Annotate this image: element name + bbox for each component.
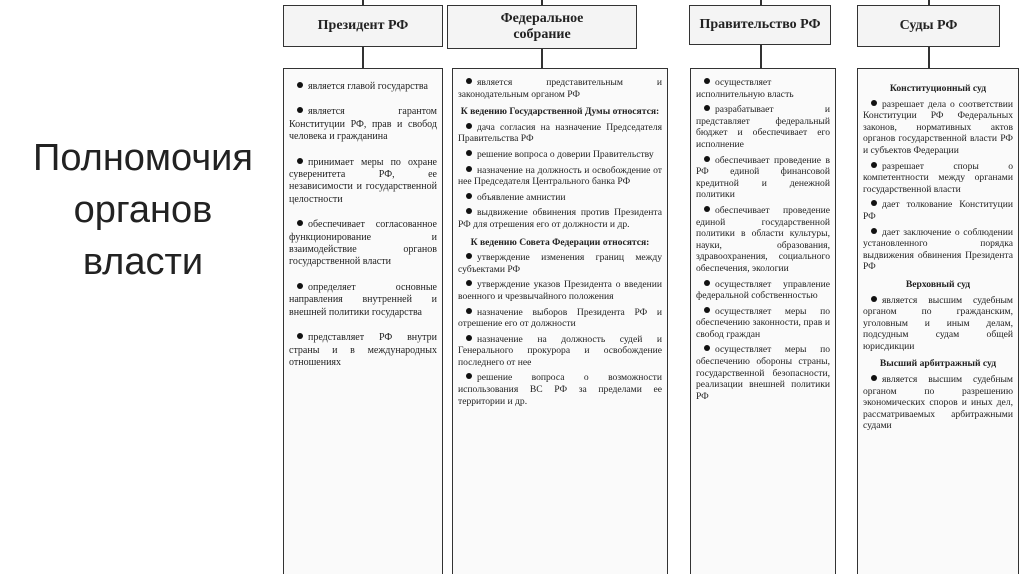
bullet-icon: [466, 335, 472, 341]
item-text: решение вопроса о возможности использования ВС РФ за пределами ее территории и др.: [458, 372, 662, 407]
section-heading: К ведению Государственной Думы относятся:: [460, 106, 660, 118]
list-item: [458, 122, 662, 145]
list-item: [458, 279, 662, 302]
bullet-icon: [704, 280, 710, 286]
bullet-icon: [297, 158, 303, 164]
bullet-icon: [466, 166, 472, 172]
list-item: [863, 374, 1013, 432]
bullet-icon: [704, 105, 710, 111]
bullet-icon: [466, 150, 472, 156]
list-item: [696, 205, 830, 275]
bullet-icon: [704, 156, 710, 162]
section-heading: Конституционный суд: [889, 83, 987, 94]
list-item: [863, 295, 1013, 353]
bullet-icon: [466, 78, 472, 84]
header-government: [689, 5, 831, 45]
connector-line: [362, 47, 364, 68]
bullet-icon: [466, 308, 472, 314]
section-heading: К ведению Совета Федерации относятся:: [470, 236, 650, 248]
connector-line: [362, 0, 364, 5]
item-text: осуществляет меры по обеспечению законности, прав и свобод граждан: [696, 305, 830, 340]
item-text: определяет основные направления внутренней и внешней политики государства: [289, 281, 437, 318]
item-text: является главой государства: [308, 81, 428, 92]
bullet-icon: [466, 193, 472, 199]
item-text: осуществляет управление федеральной собственностью: [696, 278, 830, 302]
list-item: [458, 252, 662, 275]
list-item: [458, 207, 662, 230]
bullet-icon: [297, 220, 303, 226]
bullet-icon: [704, 78, 710, 84]
item-text: дача согласия на назначение Председателя Правительства РФ: [458, 121, 662, 145]
list-item: [289, 332, 437, 369]
bullet-icon: [297, 283, 303, 289]
item-text: объявление амнистии: [477, 191, 566, 203]
bullet-icon: [297, 82, 303, 88]
list-item: [289, 81, 437, 93]
list-item: [458, 192, 662, 204]
bullet-icon: [871, 162, 877, 168]
bullet-icon: [704, 345, 710, 351]
bullet-icon: [466, 373, 472, 379]
connector-line: [541, 49, 543, 68]
header-courts: [857, 5, 1000, 47]
bullet-icon: [466, 123, 472, 129]
list-item: [863, 99, 1013, 157]
list-item: [458, 149, 662, 161]
list-item: [696, 279, 830, 302]
header-president: [283, 5, 443, 47]
column-courts: [857, 68, 1019, 574]
bullet-icon: [466, 253, 472, 259]
header-label: Президент РФ: [317, 18, 409, 33]
list-item: [289, 219, 437, 269]
connector-line: [760, 0, 762, 5]
item-text: выдвижение обвинения против Президента РФ для отрешения его от должности и др.: [458, 207, 662, 230]
item-text: дает толкование Конституции РФ: [863, 199, 1013, 222]
bullet-icon: [871, 228, 877, 234]
item-text: является высшим судебным органом по разрешению экономических споров и иных дел, рассматриваемых арбитражными судами: [863, 374, 1013, 432]
bullet-icon: [871, 296, 877, 302]
item-text: дает заключение о соблюдении установленного порядка выдвижения обвинения Президента РФ: [863, 226, 1013, 273]
list-item: [696, 77, 830, 100]
list-item: [696, 104, 830, 150]
column-president: [283, 68, 443, 574]
bullet-icon: [297, 107, 303, 113]
column-government: [690, 68, 836, 574]
item-text: разрабатывает и представляет федеральный бюджет и обеспечивает его исполнение: [696, 104, 830, 150]
item-text: решение вопроса о доверии Правительству: [477, 148, 654, 160]
list-item: [863, 227, 1013, 273]
connector-line: [928, 0, 930, 5]
header-label: Правительство РФ: [699, 17, 821, 32]
list-item: [458, 372, 662, 407]
list-item: [696, 155, 830, 201]
section-heading: Верховный суд: [905, 278, 971, 290]
item-text: является гарантом Конституции РФ, прав и свобод человека и гражданина: [289, 106, 437, 143]
bullet-icon: [871, 100, 877, 106]
list-item: [458, 334, 662, 369]
list-item: [458, 77, 662, 100]
item-text: обеспечивает проведение в РФ единой финансовой кредитной и денежной политики: [696, 154, 830, 201]
item-text: обеспечивает проведение единой государственной политики в области культуры, науки, образования, здравоохранения, социального обеспечения, экологии: [696, 204, 830, 274]
bullet-icon: [466, 208, 472, 214]
list-item: [696, 306, 830, 341]
bullet-icon: [297, 333, 303, 339]
item-text: осуществляет меры по обеспечению обороны страны, государственной безопасности, реализации внешней политики РФ: [696, 344, 830, 402]
item-text: представляет РФ внутри страны и в международных отношениях: [289, 332, 437, 368]
list-item: [863, 161, 1013, 196]
item-text: утверждение указов Президента о введении военного и чрезвычайного положения: [458, 279, 662, 302]
item-text: обеспечивает согласованное функционирование и взаимодействие органов государственной власти: [289, 219, 437, 268]
slide-title: Полномочия органов власти: [33, 137, 253, 283]
item-text: принимает меры по охране суверенитета РФ, ее независимости и государственной целостности: [289, 156, 437, 205]
connector-line: [760, 45, 762, 68]
item-text: назначение выборов Президента РФ и отрешение его от должности: [458, 306, 662, 330]
header-label: Суды РФ: [899, 18, 958, 33]
header-federal-assembly: [447, 5, 637, 49]
list-item: [289, 106, 437, 143]
column-federal-assembly: [452, 68, 668, 574]
list-item: [289, 157, 437, 207]
bullet-icon: [871, 375, 877, 381]
connector-line: [928, 47, 930, 68]
bullet-icon: [704, 206, 710, 212]
item-text: назначение на должность судей и Генерального прокурора и освобождение последнего от нее: [458, 333, 662, 368]
list-item: [863, 199, 1013, 222]
bullet-icon: [871, 200, 877, 206]
item-text: разрешает дела о соответствии Конституции РФ Федеральных законов, нормативных актов органов государственной власти РФ и субъектов Федерации: [863, 98, 1013, 156]
list-item: [289, 282, 437, 319]
item-text: является высшим судебным органом по гражданским, уголовным и иным делам, подсудным судам общей юрисдикции: [863, 294, 1013, 352]
list-item: [458, 165, 662, 188]
item-text: назначение на должность и освобождение от нее Председателя Центрального банка РФ: [458, 164, 662, 188]
list-item: [458, 307, 662, 330]
item-text: утверждение изменения границ между субъектами РФ: [458, 252, 662, 275]
list-item: [696, 344, 830, 402]
connector-line: [541, 0, 543, 5]
item-text: разрешает споры о компетентности между органами государственной власти: [863, 160, 1013, 195]
bullet-icon: [466, 280, 472, 286]
section-heading: Высший арбитражный суд: [879, 358, 997, 370]
header-label: Федеральное собрание: [500, 11, 584, 42]
item-text: является представительным и законодательным органом РФ: [458, 77, 662, 100]
item-text: осуществляет исполнительную власть: [696, 77, 794, 100]
bullet-icon: [704, 307, 710, 313]
